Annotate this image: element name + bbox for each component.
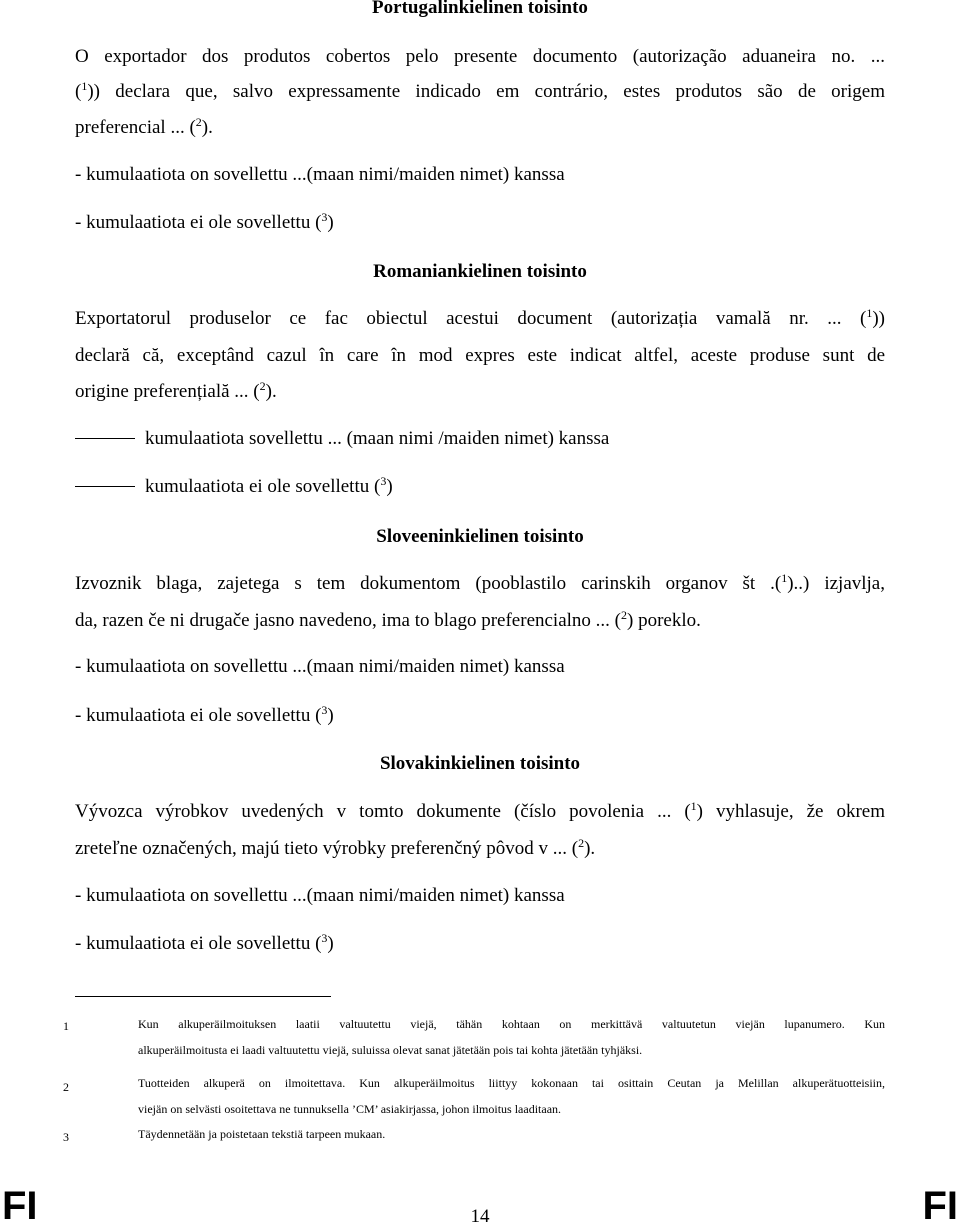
sk-cumulation-not-applied: - kumulaatiota ei ole sovellettu ($^3$) [75, 931, 334, 954]
sl-paragraph-line-2: da, razen če ni drugače jasno navedeno, ima to blago preferencialno ... ($^2$) poreklo. [75, 608, 701, 631]
sl-cumulation-applied: - kumulaatiota on sovellettu ...(maan nimi/maiden nimet) kanssa [75, 656, 565, 677]
ro-paragraph-line-3: origine preferențială ... ($^2$). [75, 379, 277, 402]
footnote-number: 2 [63, 1080, 69, 1094]
section-title-slovenian: Sloveeninkielinen toisinto [376, 526, 584, 547]
ro-paragraph-line-2: declară că, exceptând cazul în care în mod expres este indicat altfel, aceste produse sunt de [75, 345, 885, 366]
footnote-separator [75, 996, 331, 997]
pt-paragraph-line-1: O exportador dos produtos cobertos pelo presente documento (autorização aduaneira no. ... [75, 46, 885, 67]
sl-cumulation-not-applied: - kumulaatiota ei ole sovellettu ($^3$) [75, 703, 334, 726]
footnote-number: 3 [63, 1130, 69, 1144]
ro-cumulation-not-applied: kumulaatiota ei ole sovellettu ($^3$) [75, 476, 393, 498]
page-number: 14 [470, 1206, 490, 1227]
section-title-slovak: Slovakinkielinen toisinto [379, 753, 581, 774]
ro-paragraph-line-1: Exportatorul produselor ce fac obiectul acestui document (autorizația vamală nr. ... ($^1$)) [75, 306, 885, 329]
em-dash-rule [75, 486, 135, 487]
ro-cumulation-applied: kumulaatiota sovellettu ... (maan nimi /maiden nimet) kanssa [75, 428, 609, 450]
footnote-2-line-1: Tuotteiden alkuperä on ilmoitettava. Kun alkuperäilmoitus liittyy kokonaan tai osittain Ceutan ja Melillan alkuperätuotteisiin, [138, 1076, 885, 1090]
footnote-1-line-1: Kun alkuperäilmoituksen laatii valtuutettu viejä, tähän kohtaan on merkittävä valtuutetun viejän lupanumero. Kun [138, 1017, 885, 1031]
language-code-right: FI [922, 1184, 958, 1228]
sl-paragraph-line-1: Izvoznik blaga, zajetega s tem dokumentom (pooblastilo carinskih organov št .($^1$)..) izjavlja, [75, 571, 885, 594]
sk-cumulation-applied: - kumulaatiota on sovellettu ...(maan nimi/maiden nimet) kanssa [75, 885, 565, 906]
pt-cumulation-applied: - kumulaatiota on sovellettu ...(maan nimi/maiden nimet) kanssa [75, 164, 565, 185]
pt-paragraph-line-2: ($^1$)) declara que, salvo expressamente indicado em contrário, estes produtos são de origem [75, 79, 885, 102]
section-title-romanian: Romaniankielinen toisinto [373, 261, 587, 282]
sk-paragraph-line-1: Vývozca výrobkov uvedených v tomto dokumente (číslo povolenia ... ($^1$) vyhlasuje, že okrem [75, 799, 885, 822]
section-title-portuguese: Portugalinkielinen toisinto [372, 0, 588, 18]
footnote-number: 1 [63, 1019, 69, 1033]
footnote-3-line-1: Täydennetään ja poistetaan tekstiä tarpeen mukaan. [138, 1127, 386, 1141]
language-code-left: FI [2, 1184, 38, 1228]
em-dash-rule [75, 438, 135, 439]
sk-paragraph-line-2: zreteľne označených, majú tieto výrobky preferenčný pôvod v ... ($^2$). [75, 836, 596, 859]
footnote-1-line-2: alkuperäilmoitusta ei laadi valtuutettu viejä, suluissa olevat sanat jätetään pois tai kohta jätetään tyhjäksi. [138, 1043, 643, 1057]
pt-cumulation-not-applied: - kumulaatiota ei ole sovellettu ($^3$) [75, 210, 334, 233]
pt-paragraph-line-3: preferencial ... ($^2$). [75, 115, 213, 138]
footnote-2-line-2: viejän on selvästi osoitettava ne tunnuksella ’CM’ asiakirjassa, johon ilmoitus laaditaan. [138, 1102, 562, 1116]
